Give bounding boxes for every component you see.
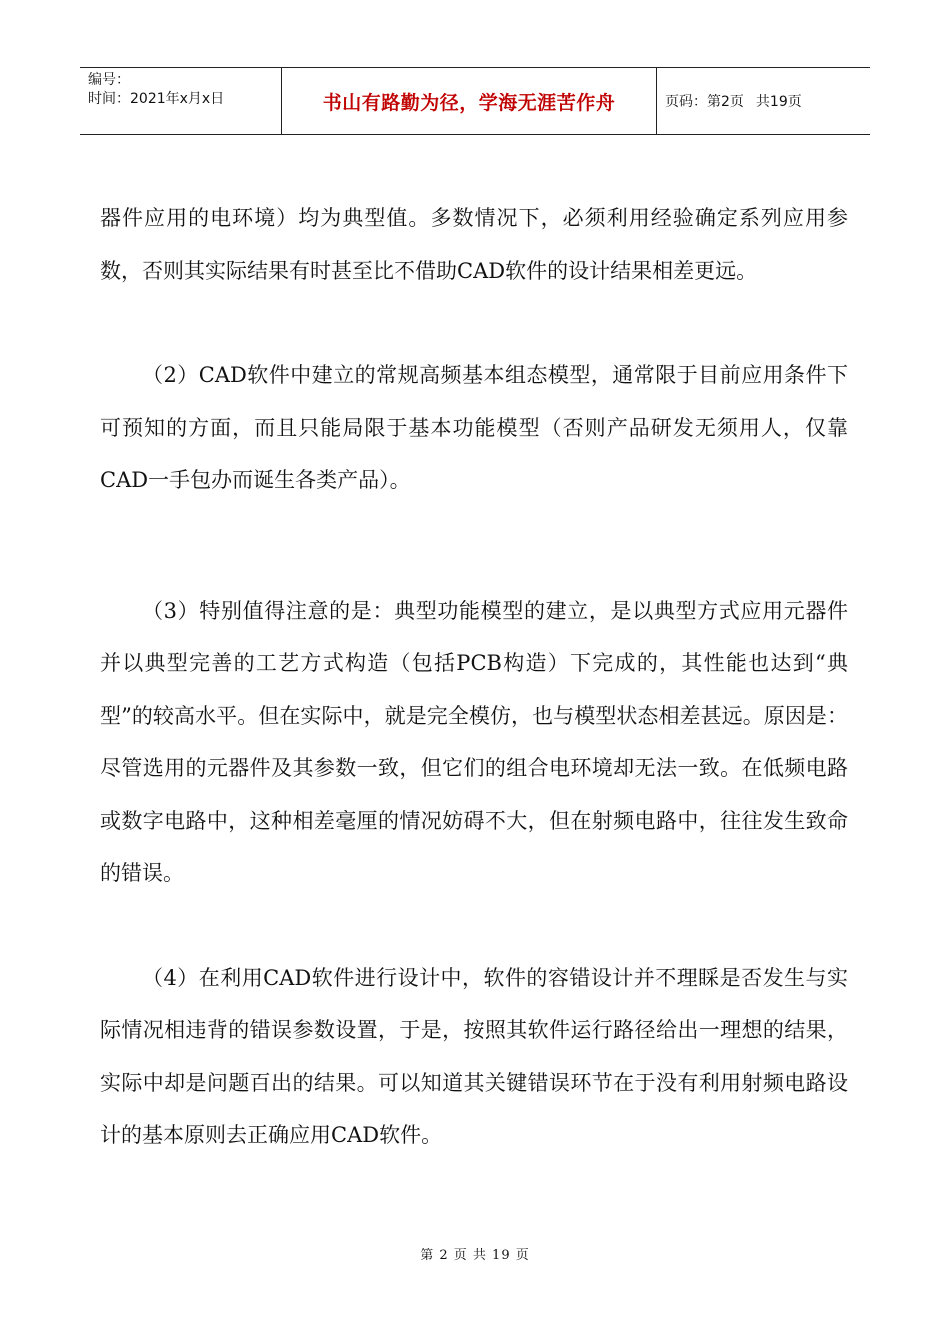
page-footer: 第 2 页 共 19 页 <box>420 1248 530 1263</box>
paragraph-item-2: （2）CAD软件中建立的常规高频基本组态模型，通常限于目前应用条件下可预知的方面，而且只能局限于基本功能模型（否则产品研发无须用人，仅靠CAD一手包办而诞生各类产品）。 <box>100 363 848 492</box>
document-body <box>100 192 848 1162</box>
header-motto: 书山有路勤为径，学海无涯苦作舟 <box>282 68 657 134</box>
header-page-info <box>657 68 870 134</box>
document-number-label: 编号： <box>88 72 130 88</box>
header-page-number: 页码：第2页 <box>665 94 744 110</box>
paragraph-continuation: 器件应用的电环境）均为典型值。多数情况下，必须利用经验确定系列应用参数，否则其实际结果有时甚至比不借助CAD软件的设计结果相差更远。 <box>100 206 848 283</box>
paragraph-item-3: （3）特别值得注意的是：典型功能模型的建立，是以典型方式应用元器件并以典型完善的工艺方式构造（包括PCB构造）下完成的，其性能也达到“典型”的较高水平。但在实际中，就是完全模仿，也与模型状态相差甚远。原因是：尽管选用的元器件及其参数一致，但它们的组合电环境却无法一致。在低频电路或数字电路中，这种相差毫厘的情况妨碍不大，但在射频电路中，往往发生致命的错误。 <box>100 598 848 885</box>
page-header <box>80 67 870 135</box>
document-date-label: 时间：2021年x月x日 <box>88 91 225 107</box>
header-meta <box>80 68 282 134</box>
header-page-total: 共19页 <box>755 94 802 110</box>
paragraph-item-4: （4）在利用CAD软件进行设计中，软件的容错设计并不理睬是否发生与实际情况相违背的错误参数设置，于是，按照其软件运行路径给出一理想的结果，实际中却是问题百出的结果。可以知道其关键错误环节在于没有利用射频电路设计的基本原则去正确应用CAD软件。 <box>100 965 848 1147</box>
